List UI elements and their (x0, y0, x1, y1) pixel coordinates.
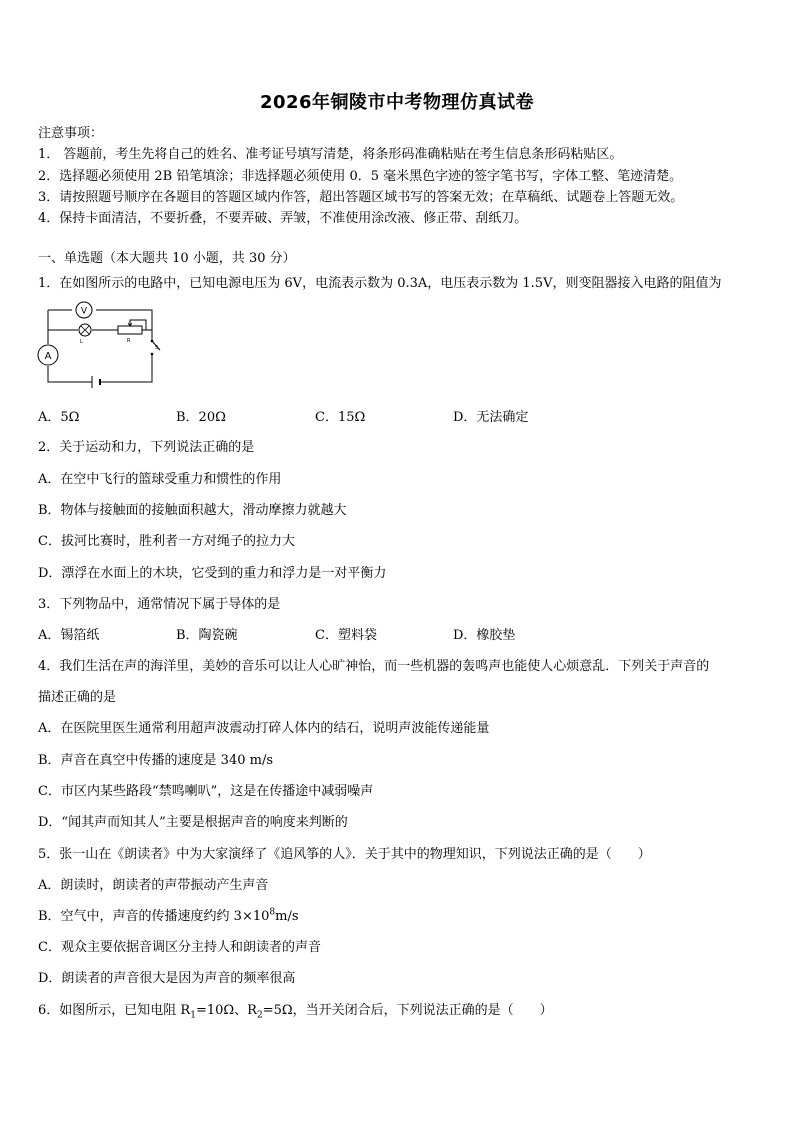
q2-option-a: A．在空中飞行的篮球受重力和惯性的作用 (38, 472, 282, 487)
voltmeter-icon (76, 302, 92, 318)
question-4-stem-line-1: 4．我们生活在声的海洋里，美妙的音乐可以让人心旷神怡，而一些机器的轰鸣声也能使人心烦意乱．下列关于声音的 (38, 659, 710, 674)
svg-text:L: L (80, 339, 83, 345)
question-2-stem: 2．关于运动和力，下列说法正确的是 (38, 440, 255, 455)
q2-option-b: B．物体与接触面的接触面积越大，滑动摩擦力就越大 (38, 503, 347, 518)
q5-option-c: C．观众主要依据音调区分主持人和朗读者的声音 (38, 940, 321, 955)
svg-text:R: R (127, 338, 131, 344)
q3-option-b: B．陶瓷碗 (176, 628, 238, 643)
q1-option-d: D．无法确定 (453, 410, 529, 425)
notice-item-3: 3．请按照题号顺序在各题目的答题区域内作答，超出答题区域书写的答案无效；在草稿纸、试题卷上答题无效。 (38, 190, 684, 205)
circuit-diagram (34, 296, 164, 390)
notice-item-1: 1． 答题前，考生先将自己的姓名、准考证号填写清楚，将条形码准确粘贴在考生信息条形码粘贴区。 (38, 147, 623, 162)
svg-text:S: S (155, 345, 159, 351)
lamp-icon (79, 324, 91, 345)
svg-text:A: A (44, 351, 52, 362)
rheostat-icon (118, 320, 142, 344)
q3-option-a: A．锡箔纸 (38, 628, 100, 643)
battery-icon (92, 376, 100, 388)
q6-text-1: 6．如图所示，已知电阻 R (38, 1003, 191, 1018)
section-heading: 一、单选题（本大题共 10 小题，共 30 分） (38, 251, 296, 266)
q4-option-c: C．市区内某些路段“禁鸣喇叭”，这是在传播途中减弱噪声 (38, 784, 374, 799)
q5-option-d: D．朗读者的声音很大是因为声音的频率很高 (38, 971, 296, 986)
q3-option-d: D．橡胶垫 (453, 628, 516, 643)
q2-option-c: C．拔河比赛时，胜利者一方对绳子的拉力大 (38, 534, 295, 549)
q4-option-b: B．声音在真空中传播的速度是 340 m/s (38, 753, 274, 768)
question-3-stem: 3．下列物品中，通常情况下属于导体的是 (38, 597, 281, 612)
switch-icon (151, 340, 158, 356)
q1-option-c: C．15Ω (315, 410, 366, 425)
q5-option-a: A．朗读时，朗读者的声带振动产生声音 (38, 878, 269, 893)
question-6-stem (38, 999, 553, 1021)
q6-text-3: =5Ω，当开关闭合后，下列说法正确的是（ ） (262, 1003, 553, 1018)
q4-option-d: D．“闻其声而知其人”主要是根据声音的响度来判断的 (38, 815, 348, 830)
q6-sub-2: 2 (256, 1010, 263, 1021)
q1-option-b: B．20Ω (176, 410, 226, 425)
q2-option-d: D．漂浮在水面上的木块，它受到的重力和浮力是一对平衡力 (38, 566, 387, 581)
q3-option-c: C．塑料袋 (315, 628, 377, 643)
q5-option-b (38, 905, 299, 924)
notice-item-4: 4．保持卡面清洁，不要折叠，不要弄破、弄皱，不准使用涂改液、修正带、刮纸刀。 (38, 211, 528, 226)
q1-option-a: A．5Ω (38, 410, 80, 425)
q5-option-b-exponent: 8 (269, 907, 276, 918)
q6-sub-1: 1 (190, 1010, 196, 1021)
page-title: 2026年铜陵市中考物理仿真试卷 (259, 92, 535, 113)
q5-option-b-text: B．空气中，声音的传播速度约约 3×10 (38, 909, 270, 924)
notice-heading: 注意事项： (38, 126, 104, 141)
svg-text:V: V (80, 306, 88, 317)
question-5-stem: 5．张一山在《朗读者》中为大家演绎了《追风筝的人》．关于其中的物理知识，下列说法正确的是（ ） (38, 847, 651, 862)
ammeter-icon (38, 345, 58, 365)
question-4-stem-line-2: 描述正确的是 (38, 690, 117, 705)
q4-option-a: A．在医院里医生通常利用超声波震动打碎人体内的结石，说明声波能传递能量 (38, 721, 490, 736)
notice-item-2: 2．选择题必须使用 2B 铅笔填涂；非选择题必须使用 0．5 毫米黑色字迹的签字笔书写，字体工整、笔迹清楚。 (38, 169, 683, 184)
question-1-stem: 1．在如图所示的电路中，已知电源电压为 6V，电流表示数为 0.3A，电压表示数为 1.5V，则变阻器接入电路的阻值为 (38, 276, 722, 291)
q6-text-2: =10Ω、R (195, 1003, 257, 1018)
q5-option-b-unit: m/s (275, 909, 299, 924)
